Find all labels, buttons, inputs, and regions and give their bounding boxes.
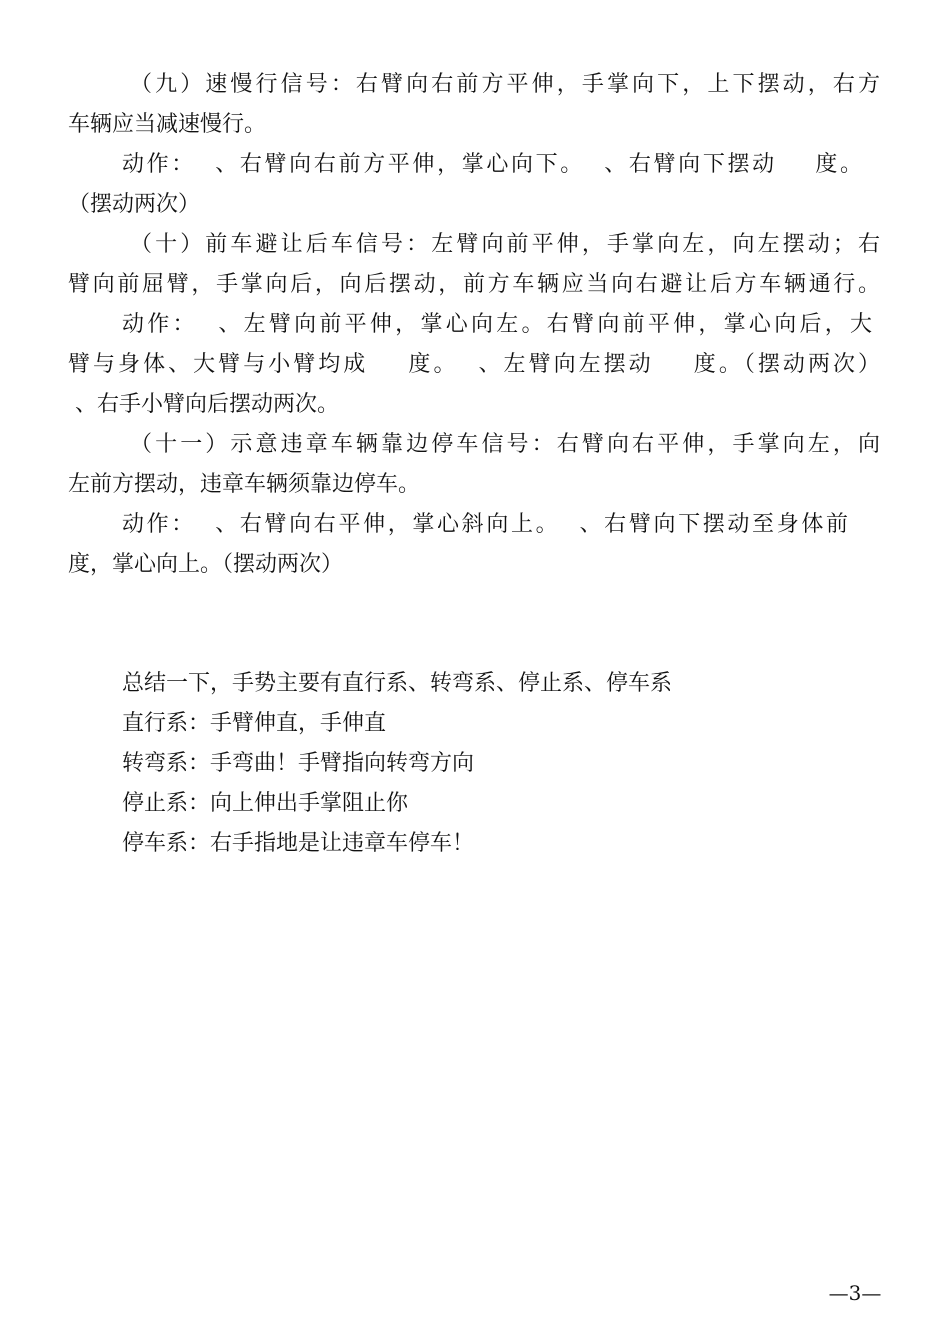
summary-straight: 直行系：手臂伸直，手伸直 [122, 711, 387, 736]
section11-heading-line2: 左前方摆动，违章车辆须靠边停车。 [68, 472, 421, 497]
section11-heading-line1: （十一）示意违章车辆靠边停车信号：右臂向右平伸，手掌向左，向 [130, 432, 880, 457]
page-number: —3— [828, 1281, 882, 1305]
section10-heading-line1: （十）前车避让后车信号：左臂向前平伸，手掌向左，向左摆动；右 [130, 232, 880, 257]
section10-action-line3: 、右手小臂向后摆动两次。 [68, 392, 339, 417]
section9-action-line2: （摆动两次） [68, 192, 201, 217]
summary-stop: 停止系：向上伸出手掌阻止你 [122, 791, 409, 816]
section11-action-line1: 动作： 、右臂向右平伸，掌心斜向上。 、右臂向下摆动至身体前 [122, 512, 848, 537]
section10-action-line2: 臂与身体、大臂与小臂均成 度。 、左臂向左摆动 度。（摆动两次） [68, 352, 880, 377]
section9-heading-line1: （九）速慢行信号：右臂向右前方平伸，手掌向下，上下摆动，右方 [130, 72, 880, 97]
section10-heading-line2: 臂向前屈臂，手掌向后，向后摆动，前方车辆应当向右避让后方车辆通行。 [68, 272, 880, 297]
summary-turn: 转弯系：手弯曲！手臂指向转弯方向 [122, 751, 475, 776]
section11-action-line2: 度，掌心向上。（摆动两次） [68, 552, 344, 577]
summary-park: 停车系：右手指地是让违章车停车！ [122, 831, 475, 856]
section10-action-line1: 动作： 、左臂向前平伸，掌心向左。右臂向前平伸，掌心向后，大 [122, 312, 872, 337]
section9-heading-line2: 车辆应当减速慢行。 [68, 112, 267, 137]
summary-intro: 总结一下，手势主要有直行系、转弯系、停止系、停车系 [122, 671, 673, 696]
section9-action-line1: 动作： 、右臂向右前方平伸，掌心向下。 、右臂向下摆动 度。 [122, 152, 862, 177]
